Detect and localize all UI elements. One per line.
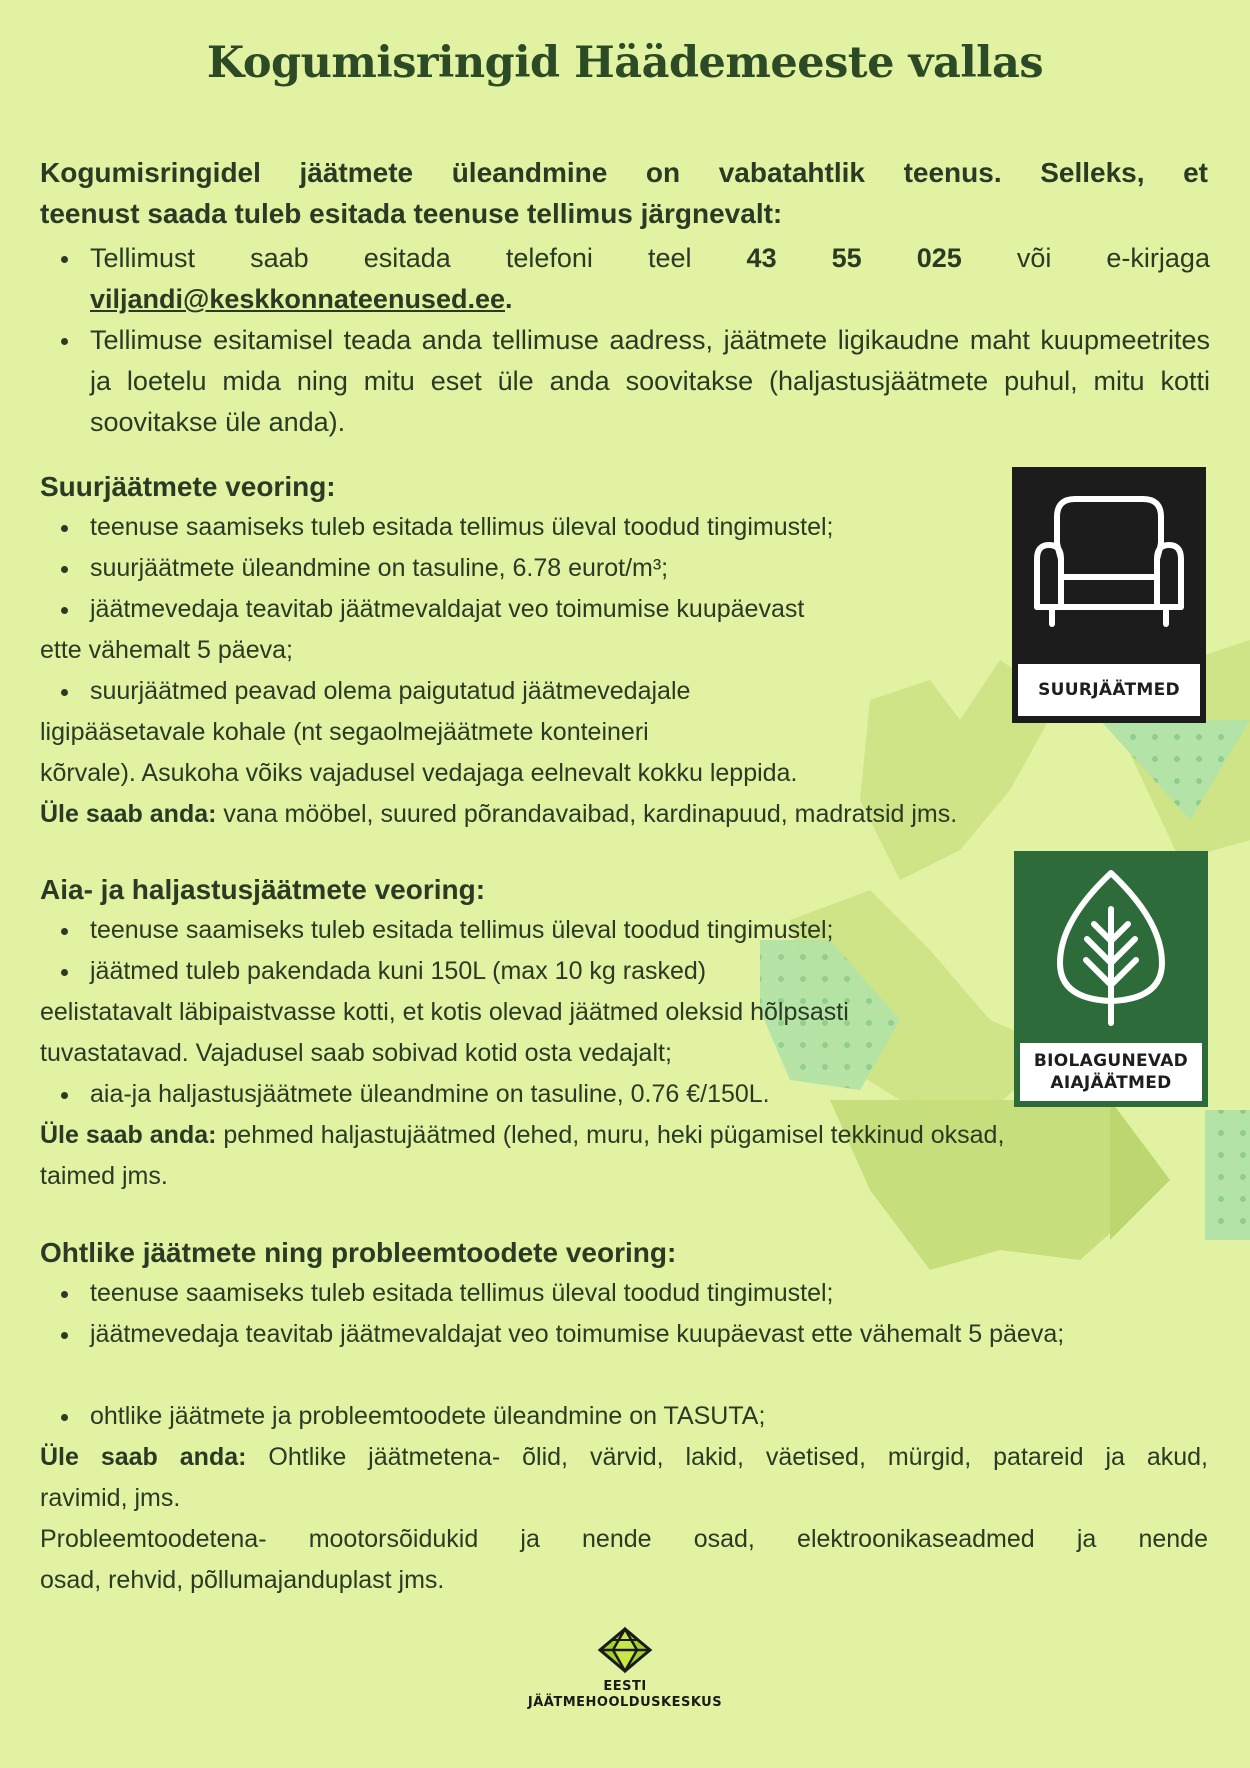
hazard-bullet: ohtlike jäätmete ja probleemtoodete üleandmine on TASUTA; (62, 1396, 1210, 1437)
bulky-bullet: suurjäätmete üleandmine on tasuline, 6.78 eurot/m³; (62, 548, 962, 589)
armchair-icon (1012, 467, 1206, 657)
garden-bullet-continuation: tuvastatavad. Vajadusel saab sobivad kotid osta vedajalt; (40, 1039, 672, 1067)
garden-card-label: BIOLAGUNEVAD AIAJÄÄTMED (1020, 1043, 1202, 1101)
bulky-bullet-continuation: kõrvale). Asukoha võiks vajadusel vedajaga eelnevalt kokku leppida. (40, 759, 798, 787)
eesti-jaatmehoolduskeskus-logo (525, 1626, 725, 1711)
bulky-accepted-items: Üle saab anda: vana mööbel, suured põrandavaibad, kardinapuud, madratsid jms. (40, 800, 958, 828)
intro-paragraph (40, 152, 1208, 234)
problem-products-line: osad, rehvid, põllumajanduplast jms. (40, 1566, 445, 1594)
bulky-bullet: jäätmevedaja teavitab jäätmevaldajat veo toimumise kuupäevast (62, 589, 962, 630)
logo-line-1: EESTI (603, 1679, 647, 1694)
hazard-heading: Ohtlike jäätmete ning probleemtoodete veoring: (40, 1237, 677, 1268)
leaf-icon (1014, 851, 1208, 1026)
garden-waste-card (1014, 851, 1208, 1107)
intro-bullet-contact (62, 238, 1210, 320)
hazard-bullet: teenuse saamiseks tuleb esitada tellimus üleval toodud tingimustel; (62, 1273, 1210, 1314)
problem-products-line: Probleemtoodetena- mootorsõidukid ja nende osad, elektroonikaseadmed ja nende (40, 1525, 1208, 1553)
email-link[interactable]: viljandi@keskkonnateenused.ee (90, 284, 505, 314)
contact-mid: või e-kirjaga (1016, 243, 1210, 273)
contact-end: . (505, 284, 513, 314)
page-title: Kogumisringid Häädemeeste vallas (206, 38, 1044, 88)
hazard-accepted-items: Üle saab anda: Ohtlike jäätmetena- õlid, värvid, lakid, väetised, mürgid, patareid ja akud, ravimid, jms. Probleemtoodetena- mootorsõidukid ja nende osad, elektroonikaseadmed ja nende osad, rehvid, põllumajanduplast jms. (40, 1437, 1208, 1601)
hazard-bullet: jäätmevedaja teavitab jäätmevaldajat veo toimumise kuupäevast ette vähemalt 5 päeva; (62, 1314, 1210, 1355)
garden-accepted-items: Üle saab anda: pehmed haljastujäätmed (lehed, muru, heki pügamisel tekkinud oksad, (40, 1121, 1005, 1149)
bulky-bullet-continuation: ette vähemalt 5 päeva; (40, 636, 293, 664)
garden-heading: Aia- ja haljastusjäätmete veoring: (40, 874, 486, 905)
garden-bullet: teenuse saamiseks tuleb esitada tellimus üleval toodud tingimustel; (62, 910, 962, 951)
bulky-card-label: SUURJÄÄTMED (1018, 664, 1200, 716)
bulky-heading: Suurjäätmete veoring: (40, 471, 336, 502)
bulky-bullet: suurjäätmed peavad olema paigutatud jäätmevedajale (62, 671, 962, 712)
contact-pre: Tellimust saab esitada telefoni teel (90, 243, 692, 273)
garden-bullet: aia-ja haljastusjäätmete üleandmine on tasuline, 0.76 €/150L. (62, 1074, 962, 1115)
garden-bullet-continuation: eelistatavalt läbipaistvasse kotti, et kotis olevad jäätmed oleksid hõlpsasti (40, 998, 849, 1026)
intro-bullet-order-details (62, 320, 1210, 443)
order-details-text: Tellimuse esitamisel teada anda tellimuse aadress, jäätmete ligikaudne maht kuupmeetrites ja loetelu mida ning mitu eset üle anda soovitakse (haljastusjäätmete puhul, mitu kotti soovitakse üle anda). (90, 325, 1210, 437)
logo-line-2: JÄÄTMEHOOLDUSKESKUS (527, 1695, 723, 1710)
contact-line (90, 238, 1210, 279)
intro-line-2: teenust saada tuleb esitada teenuse tellimus järgnevalt: (40, 198, 783, 229)
intro-line-1: Kogumisringidel jäätmete üleandmine on vabatahtlik teenus. Selleks, et (40, 157, 1208, 188)
garden-bullet: jäätmed tuleb pakendada kuni 150L (max 10 kg rasked) (62, 951, 962, 992)
logo-diamond-icon (595, 1626, 655, 1674)
bulky-waste-card (1012, 467, 1206, 723)
phone-number[interactable]: 43 55 025 (746, 243, 962, 273)
bulky-bullet-continuation: ligipääsetavale kohale (nt segaolmejäätmete konteineri (40, 718, 649, 746)
garden-accepted-items-continued: taimed jms. (40, 1162, 168, 1190)
bulky-bullet: teenuse saamiseks tuleb esitada tellimus üleval toodud tingimustel; (62, 507, 962, 548)
